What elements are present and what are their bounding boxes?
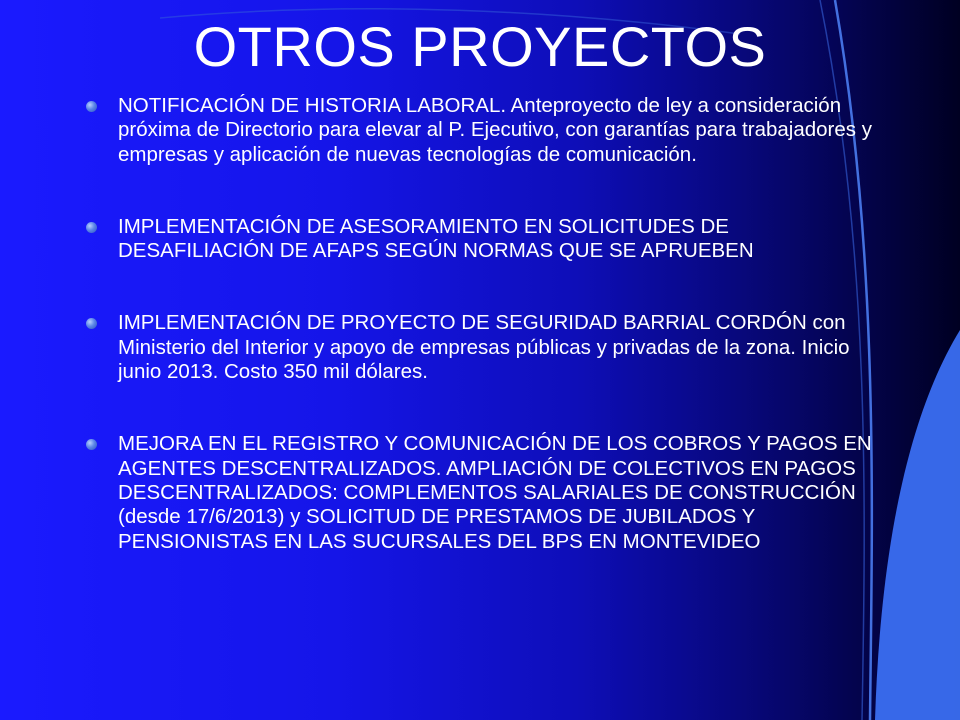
bullet-text: IMPLEMENTACIÓN DE ASESORAMIENTO EN SOLICITUDES DE DESAFILIACIÓN DE AFAPS SEGÚN NORMAS QUE SE APRUEBEN xyxy=(118,214,754,263)
bullet-item xyxy=(86,311,886,384)
bullet-text: NOTIFICACIÓN DE HISTORIA LABORAL. Anteproyecto de ley a consideración próxima de Directorio para elevar al P. Ejecutivo, con garantías para trabajadores y empresas y aplicación de nuevas tecnologías de comunicación. xyxy=(118,94,872,166)
bullet-text: MEJORA EN EL REGISTRO Y COMUNICACIÓN DE LOS COBROS Y PAGOS EN AGENTES DESCENTRALIZADOS. AMPLIACIÓN DE COLECTIVOS EN PAGOS DESCENTRALIZADOS: COMPLEMENTOS SALARIALES DE CONSTRUCCIÓN (desde 17/6/2013) y SOLICITUD DE PRESTAMOS DE JUBILADOS Y PENSIONISTAS EN LAS SUCURSALES DEL BPS EN MONTEVIDEO xyxy=(118,432,872,553)
bullet-dot-icon xyxy=(86,222,97,233)
bullet-dot-icon xyxy=(86,439,97,450)
slide-title: OTROS PROYECTOS xyxy=(193,15,767,78)
bullet-item xyxy=(86,94,886,167)
bullet-dot-icon xyxy=(86,318,97,329)
bullet-dot-icon xyxy=(86,101,97,112)
bullet-item xyxy=(86,215,886,264)
bullet-item xyxy=(86,432,886,553)
bullet-text: IMPLEMENTACIÓN DE PROYECTO DE SEGURIDAD BARRIAL CORDÓN con Ministerio del Interior y apoyo de empresas públicas y privadas de la zona. Inicio junio 2013. Costo 350 mil dólares. xyxy=(118,311,850,384)
bullet-list xyxy=(86,94,886,602)
